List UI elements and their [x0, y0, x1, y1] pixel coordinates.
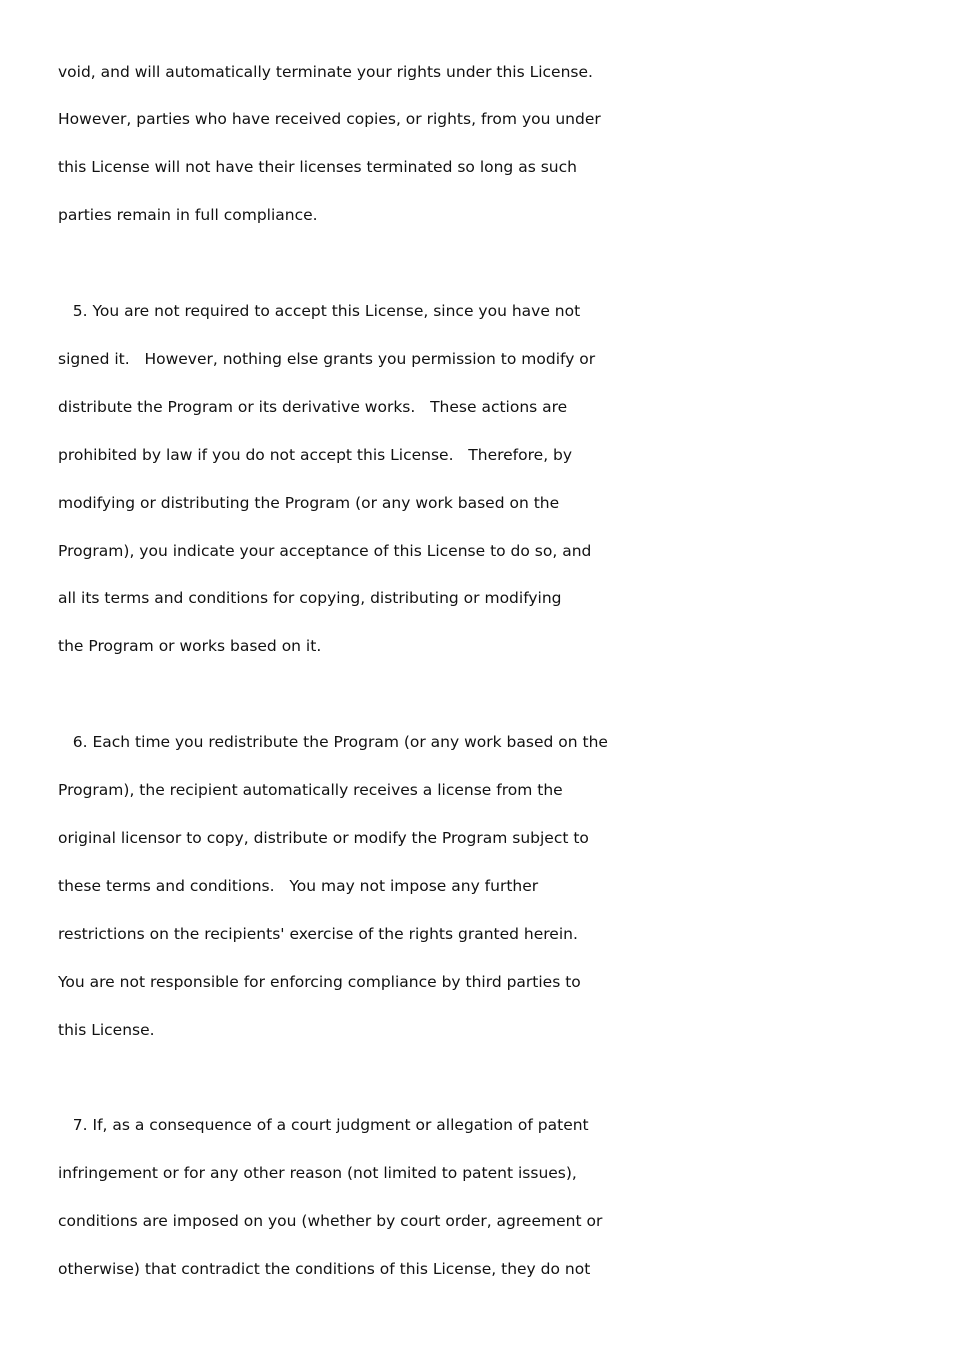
text-line: prohibited by law if you do not accept this License. Therefore, by: [58, 446, 573, 464]
text-line: distribute the Program or its derivative works. These actions are: [58, 398, 568, 416]
text-line: these terms and conditions. You may not impose any further: [58, 877, 539, 895]
text-line: parties remain in full compliance.: [58, 206, 318, 224]
text-line: all its terms and conditions for copying, distributing or modifying: [58, 589, 562, 607]
text-line: original licensor to copy, distribute or modify the Program subject to: [58, 829, 589, 847]
text-line: However, parties who have received copies, or rights, from you under: [58, 110, 601, 128]
section-6-start: 6. Each time you redistribute the Program (or any work based on the: [58, 733, 608, 751]
text-line: this License.: [58, 1021, 155, 1039]
text-line: this License will not have their licenses terminated so long as such: [58, 158, 577, 176]
text-line: You are not responsible for enforcing compliance by third parties to: [58, 973, 581, 991]
text-line: Program), you indicate your acceptance of this License to do so, and: [58, 542, 592, 560]
text-line: the Program or works based on it.: [58, 637, 322, 655]
text-line: Program), the recipient automatically receives a license from the: [58, 781, 563, 799]
section-5-start: 5. You are not required to accept this License, since you have not: [58, 302, 581, 320]
text-line: infringement or for any other reason (not limited to patent issues),: [58, 1164, 577, 1182]
text-line: modifying or distributing the Program (or any work based on the: [58, 494, 560, 512]
section-7-start: 7. If, as a consequence of a court judgment or allegation of patent: [58, 1116, 589, 1134]
text-line: signed it. However, nothing else grants you permission to modify or: [58, 350, 596, 368]
text-line: conditions are imposed on you (whether by court order, agreement or: [58, 1212, 603, 1230]
text-line: otherwise) that contradict the conditions of this License, they do not: [58, 1260, 591, 1278]
text-line: void, and will automatically terminate your rights under this License.: [58, 63, 593, 81]
text-line: restrictions on the recipients' exercise of the rights granted herein.: [58, 925, 578, 943]
